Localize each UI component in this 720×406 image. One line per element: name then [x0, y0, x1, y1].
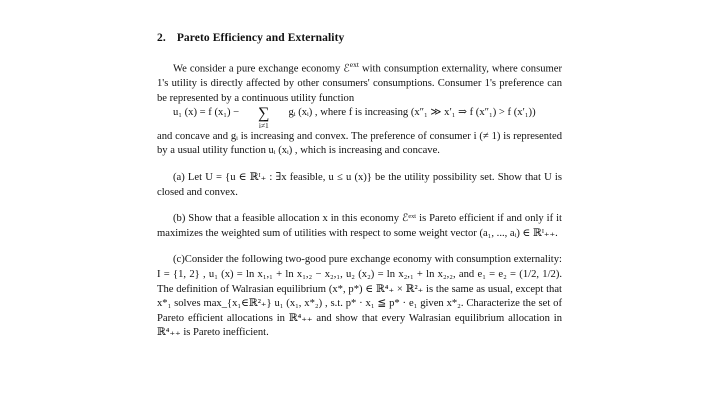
utility-formula — [157, 106, 562, 130]
section-heading — [157, 32, 562, 44]
utility-lhs: u₁ (x) = f (x₁) − — [173, 107, 240, 119]
problem-page — [157, 32, 562, 353]
summation-subscript: i≠1 — [258, 121, 269, 131]
part-a: (a) Let U = {u ∈ ℝᴵ₊ : ∃x feasible, u ≤ u (x)} be the utility possibility set. Show that U is closed and convex. — [157, 172, 562, 198]
section-number: 2. — [157, 32, 166, 44]
intro-paragraph — [157, 58, 562, 159]
intro-rest: and concave and gᵢ is increasing and convex. The preference of consumer i (≠ 1) is represented by a usual utility function uᵢ (xᵢ) , which is increasing and concave. — [157, 130, 562, 157]
ext-superscript: ext — [349, 60, 359, 69]
intro-line1: We consider a pure exchange economy ℰ — [173, 63, 350, 75]
section-title: Pareto Efficiency and Externality — [176, 32, 345, 44]
utility-rhs: gᵢ (xᵢ) , where f is increasing (x″₁ ≫ x′₁ ⇒ f (x″₁) > f (x′₁)) — [288, 107, 536, 119]
summation-symbol: ∑ i≠1 — [242, 106, 269, 130]
part-b: (b) Show that a feasible allocation x in this economy ℰᵉˣᵗ is Pareto efficient if and only if it maximizes the weighted sum of utilities with respect to some weight vector (a₁, ..., aᵢ) ∈ ℝᴵ₊₊. — [157, 213, 562, 239]
intro-line1b: with consumption externality, where consumer 1's utility is directly affected by other consumers' consumptions. Consumer 1's preference can be represented by a continuous utility function — [157, 63, 562, 104]
part-c: (c)Consider the following two-good pure exchange economy with consumption externality: I = {1, 2} , u₁ (x) = ln x₁,₁ + ln x₁,₂ − x₂,₁, u₂ (x₂) = ln x₂,₁ + ln x₂,₂, and e₁ = e₂ = (1/2, 1/2). The definition of Walrasian equilibrium (x*, p*) ∈ ℝ⁴₊ × ℝ²₊ is the same as usual, except that x*₁ solves max_{x₁∈ℝ²₊} u₁ (x₁, x*₂) , s.t. p* · x₁ ≦ p* · e₁ given x*₂. Characterize the set of Pareto efficient allocations in ℝ⁴₊₊ and show that every Walrasian equilibrium allocation in ℝ⁴₊₊ is Pareto inefficient. — [157, 254, 562, 339]
